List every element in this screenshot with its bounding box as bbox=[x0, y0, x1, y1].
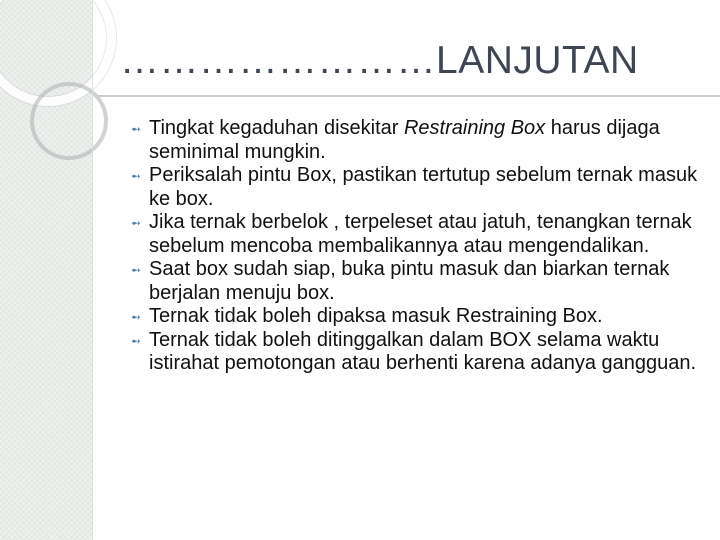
bullet-text-continued: harus dijaga seminimal mungkin. bbox=[149, 117, 660, 163]
decorative-ring-small bbox=[30, 82, 108, 160]
bullet-item bbox=[130, 117, 710, 164]
bullet-text: Tingkat kegaduhan disekitar bbox=[149, 117, 404, 139]
bullet-text: Periksalah pintu Box, pastikan tertutup sebelum ternak masuk ke box. bbox=[149, 164, 698, 210]
bullet-item bbox=[130, 211, 710, 258]
bullet-text: Saat box sudah siap, buka pintu masuk dan biarkan ternak berjalan menuju box. bbox=[149, 258, 670, 304]
slide-title: ……………………LANJUTAN bbox=[120, 39, 639, 82]
arrow-bullet-icon: ➻ bbox=[131, 169, 142, 183]
arrow-bullet-icon: ➻ bbox=[131, 122, 142, 136]
arrow-bullet-icon: ➻ bbox=[131, 310, 142, 324]
arrow-bullet-icon: ➻ bbox=[131, 263, 142, 277]
bullet-text: Jika ternak berbelok , terpeleset atau jatuh, tenangkan ternak sebelum mencoba membalikannya atau mengendalikan. bbox=[149, 211, 692, 257]
bullet-item bbox=[130, 305, 710, 329]
decorative-sidebar bbox=[0, 0, 92, 540]
bullet-text: Ternak tidak boleh ditinggalkan dalam BOX selama waktu istirahat pemotongan atau berhenti karena adanya gangguan. bbox=[149, 328, 697, 374]
arrow-bullet-icon: ➻ bbox=[131, 333, 142, 348]
bullet-item bbox=[130, 258, 710, 305]
bullet-list bbox=[130, 117, 710, 376]
bullet-item bbox=[130, 329, 710, 376]
bullet-text: Ternak tidak boleh dipaksa masuk Restraining Box. bbox=[149, 305, 603, 327]
bullet-item bbox=[130, 164, 710, 211]
arrow-bullet-icon: ➻ bbox=[131, 216, 142, 230]
title-underline bbox=[98, 95, 720, 97]
bullet-emphasis: Restraining Box bbox=[403, 117, 546, 139]
sidebar-divider bbox=[92, 0, 93, 540]
